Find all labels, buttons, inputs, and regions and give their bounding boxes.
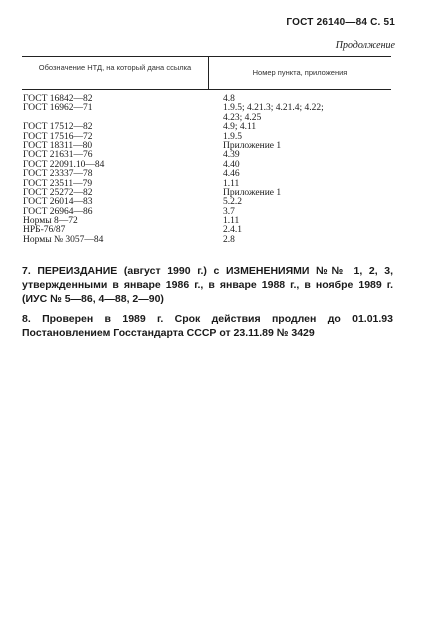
table-row — [22, 217, 391, 226]
document-cell: НРБ-76/87 — [23, 225, 66, 236]
table-row — [22, 236, 391, 245]
document-cell: Нормы № 3057—84 — [23, 234, 104, 245]
table-top-rule — [22, 56, 391, 57]
document-cell: ГОСТ 26964—86 — [23, 206, 93, 217]
reference-cell: 1.11 — [223, 178, 240, 189]
reference-cell: 4.9; 4.11 — [223, 122, 257, 133]
document-cell: ГОСТ 16962—71 — [23, 103, 93, 114]
note-reissue: 7. ПЕРЕИЗДАНИЕ (август 1990 г.) с ИЗМЕНЕНИЯМИ №№ 1, 2, 3, утвержденными в январе 1986 г., в январе 1988 г., в ноябре 1989 г. (ИУС № 5—86, 4—88, 2—90) — [22, 265, 393, 305]
reference-table-body — [22, 95, 391, 245]
reference-cell: 4.23; 4.25 — [223, 112, 262, 123]
note-validity: 8. Проверен в 1989 г. Срок действия продлен до 01.01.93 Постановлением Госстандарта СССР от 23.11.89 № 3429 — [22, 313, 393, 339]
reference-cell: 2.4.1 — [223, 225, 242, 236]
document-cell: ГОСТ 18311—80 — [23, 140, 93, 151]
table-row — [22, 104, 391, 113]
reference-cell: 1.9.5; 4.21.3; 4.21.4; 4.22; — [223, 103, 324, 114]
reference-cell: Приложение 1 — [223, 140, 282, 151]
column-header-reference: Номер пункта, приложения — [252, 68, 348, 77]
reference-cell: 1.11 — [223, 216, 240, 227]
document-cell: ГОСТ 16842—82 — [23, 94, 93, 104]
document-cell: ГОСТ 23337—78 — [23, 169, 93, 180]
document-cell: ГОСТ 17512—82 — [23, 122, 93, 133]
document-cell: ГОСТ 21631—76 — [23, 150, 93, 161]
page-header: ГОСТ 26140—84 С. 51 — [286, 17, 395, 28]
document-cell: ГОСТ 22091.10—84 — [23, 159, 105, 170]
reference-cell: 4.40 — [223, 159, 240, 170]
reference-cell: 5.2.2 — [223, 197, 242, 208]
reference-cell: 4.39 — [223, 150, 240, 161]
reference-cell: Приложение 1 — [223, 187, 282, 198]
continuation-label: Продолжение — [335, 40, 395, 51]
reference-cell: 4.46 — [223, 169, 240, 180]
document-cell: ГОСТ 26014—83 — [23, 197, 93, 208]
document-cell: ГОСТ 23511—79 — [23, 178, 93, 189]
reference-cell: 2.8 — [223, 234, 235, 245]
column-header-document: Обозначение НТД, на который дана ссылка — [38, 63, 192, 72]
document-cell: ГОСТ 17516—72 — [23, 131, 93, 142]
document-cell: ГОСТ 25272—82 — [23, 187, 93, 198]
reference-cell: 4.8 — [223, 94, 235, 104]
document-cell: Нормы 8—72 — [23, 216, 78, 227]
reference-cell: 3.7 — [223, 206, 235, 217]
reference-cell: 1.9.5 — [223, 131, 242, 142]
table-header-rule — [22, 89, 391, 90]
